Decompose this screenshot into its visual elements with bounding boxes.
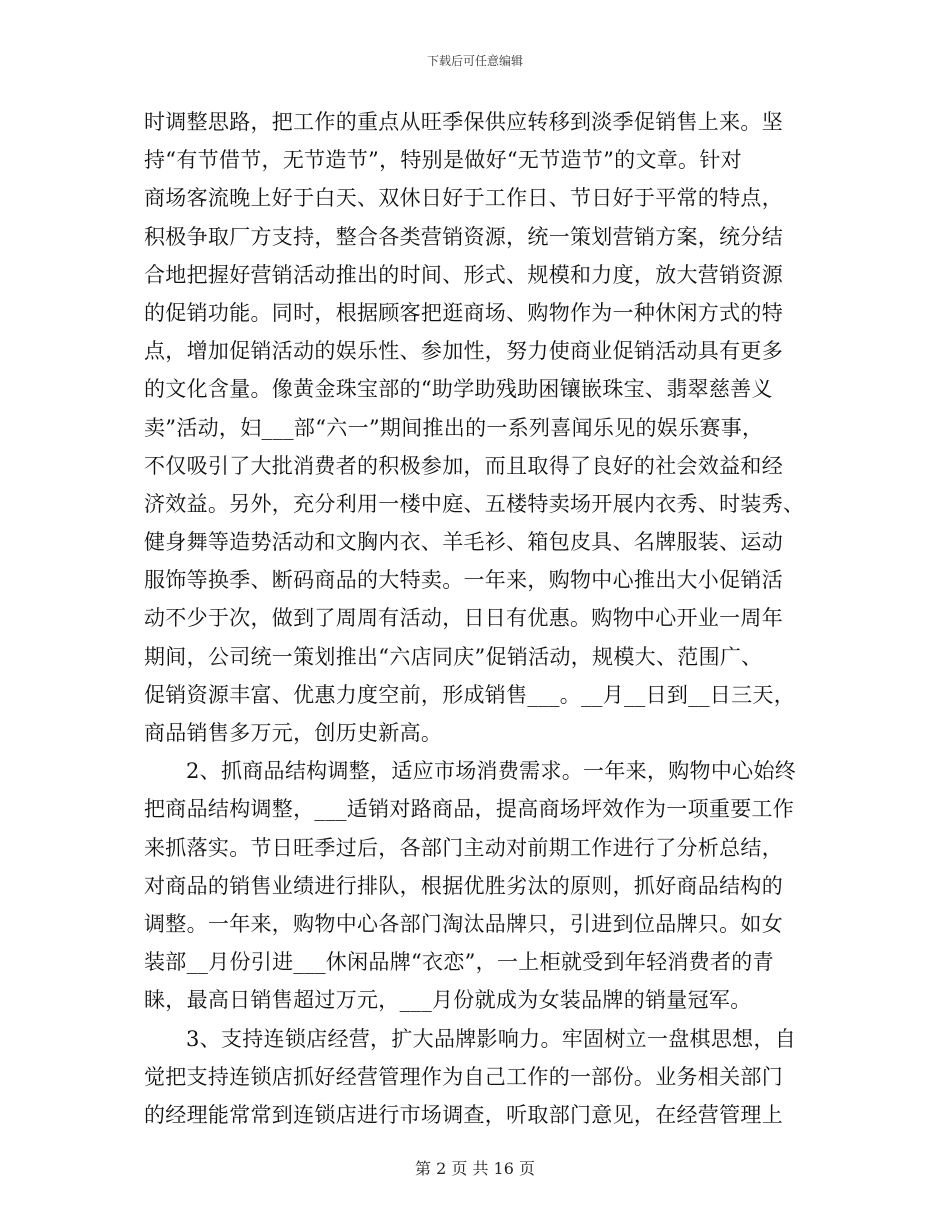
text-line: 动不少于次，做到了周周有活动，日日有优惠。购物中心开业一周年	[144, 606, 783, 631]
text-line: 促销资源丰富、优惠力度空前，形成销售___。__月__日到__日三天，	[144, 682, 795, 707]
text-line: 觉把支持连锁店抓好经营管理作为自己工作的一部份。业务相关部门	[144, 1064, 783, 1089]
document-body	[144, 103, 810, 1134]
text-line: 合地把握好营销活动推出的时间、形式、规模和力度，放大营销资源	[144, 262, 783, 287]
text-line: 持“有节借节，无节造节”，特别是做好“无节造节”的文章。针对	[144, 148, 742, 173]
paragraph-start-line: 2、抓商品结构调整，适应市场消费需求。一年来，购物中心始终	[186, 759, 797, 784]
text-line: 对商品的销售业绩进行排队，根据优胜劣汰的原则，抓好商品结构的	[144, 873, 783, 898]
text-line: 卖”活动，妇___部“六一”期间推出的一系列喜闻乐见的娱乐赛事，	[144, 415, 764, 440]
text-line: 时调整思路，把工作的重点从旺季保供应转移到淡季促销售上来。坚	[144, 110, 783, 134]
text-line: 来抓落实。节日旺季过后，各部门主动对前期工作进行了分析总结，	[144, 835, 783, 860]
paragraph-start-line: 3、支持连锁店经营，扩大品牌影响力。牢固树立一盘棋思想，自	[186, 1026, 797, 1051]
text-line: 的文化含量。像黄金珠宝部的“助学助残助困镶嵌珠宝、翡翠慈善义	[144, 377, 773, 402]
text-line: 不仅吸引了大批消费者的积极参加，而且取得了良好的社会效益和经	[144, 453, 783, 478]
text-line: 济效益。另外，充分利用一楼中庭、五楼特卖场开展内衣秀、时装秀、	[144, 491, 805, 516]
text-line: 装部__月份引进___休闲品牌“衣恋”，一上柜就受到年轻消费者的青	[144, 950, 774, 975]
text-line: 点，增加促销活动的娱乐性、参加性，努力使商业促销活动具有更多	[144, 339, 783, 364]
text-line: 积极争取厂方支持，整合各类营销资源，统一策划营销方案，统分结	[144, 224, 783, 249]
page-header: 下载后可任意编辑	[426, 54, 523, 68]
text-line: 商场客流晚上好于白天、双休日好于工作日、节日好于平常的特点，	[144, 186, 783, 211]
text-line: 睐，最高日销售超过万元，___月份就成为女装品牌的销量冠军。	[144, 988, 752, 1013]
text-line: 调整。一年来，购物中心各部门淘汰品牌只，引进到位品牌只。如女	[144, 911, 783, 936]
text-line: 的经理能常常到连锁店进行市场调查，听取部门意见，在经营管理上	[144, 1102, 783, 1127]
text-line: 期间，公司统一策划推出“六店同庆”促销活动，规模大、范围广、	[144, 644, 763, 669]
text-line: 的促销功能。同时，根据顾客把逛商场、购物作为一种休闲方式的特	[144, 300, 783, 325]
text-line: 健身舞等造势活动和文胸内衣、羊毛衫、箱包皮具、名牌服装、运动	[144, 530, 783, 555]
page-footer: 第 2 页 共 16 页	[415, 1159, 535, 1178]
text-line: 商品销售多万元，创历史新高。	[144, 721, 443, 745]
text-line: 把商品结构调整，___适销对路商品，提高商场坪效作为一项重要工作	[144, 797, 795, 822]
text-line: 服饰等换季、断码商品的大特卖。一年来，购物中心推出大小促销活	[144, 568, 783, 593]
